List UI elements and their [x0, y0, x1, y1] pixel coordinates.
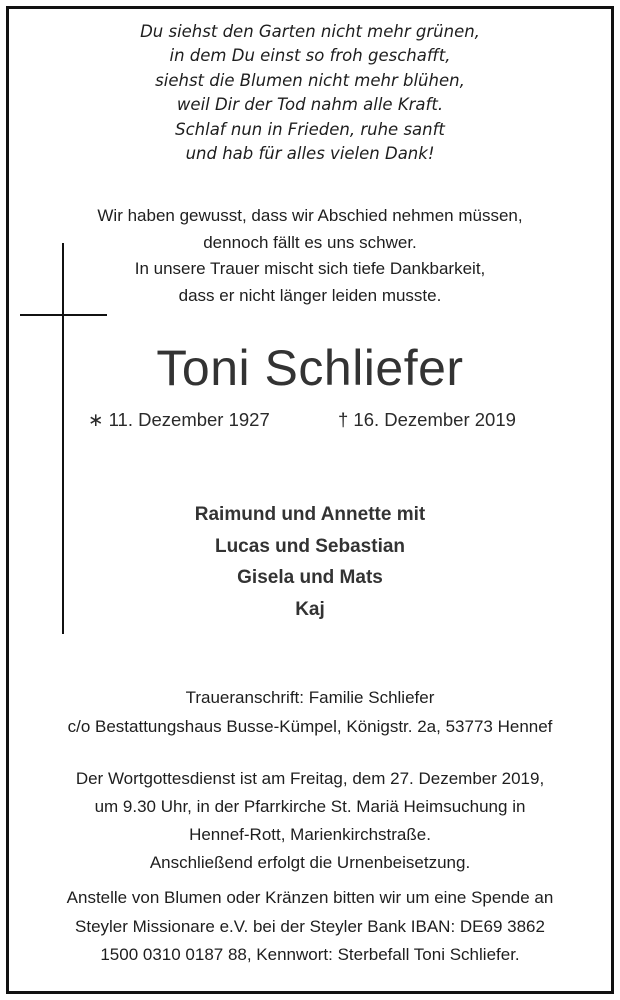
donation-line: 1500 0310 0187 88, Kennwort: Sterbefall Toni Schliefer.	[100, 945, 520, 964]
intro-line: In unsere Trauer mischt sich tiefe Dankbarkeit,	[134, 259, 486, 278]
mourner-line: Gisela und Mats	[237, 567, 383, 588]
poem-line: in dem Du einst so froh geschafft,	[169, 46, 451, 66]
address-line: c/o Bestattungshaus Busse-Kümpel, Königstr. 2a, 53773 Hennef	[67, 717, 553, 736]
poem-line: Du siehst den Garten nicht mehr grünen,	[140, 22, 480, 41]
address-line: Traueranschrift: Familie Schliefer	[185, 688, 435, 707]
donation-line: Steyler Missionare e.V. bei der Steyler Bank IBAN: DE69 3862	[75, 916, 545, 936]
service-line: Der Wortgottesdienst ist am Freitag, dem 27. Dezember 2019,	[75, 769, 545, 788]
service-info	[0, 765, 620, 877]
mourner-line: Lucas und Sebastian	[214, 535, 406, 557]
poem-line: Schlaf nun in Frieden, ruhe sanft	[175, 119, 445, 139]
donation-request	[0, 884, 620, 970]
intro-text	[0, 203, 620, 309]
intro-line: dennoch fällt es uns schwer.	[203, 232, 417, 252]
mourner-line: Raimund und Annette mit	[194, 504, 426, 525]
mourner-line: Kaj	[295, 598, 325, 620]
intro-line: Wir haben gewusst, dass wir Abschied nehmen müssen,	[97, 206, 523, 225]
poem-line: und hab für alles vielen Dank!	[185, 144, 435, 164]
deceased-name: Toni Schliefer	[156, 340, 464, 396]
death-date: † 16. Dezember 2019	[338, 409, 516, 430]
birth-date: ∗ 11. Dezember 1927	[88, 409, 270, 430]
poem-line: siehst die Blumen nicht mehr blühen,	[155, 70, 465, 90]
mourning-address	[0, 683, 620, 741]
mourners-list	[0, 499, 620, 625]
cross-horizontal-bar	[20, 314, 107, 316]
service-line: Hennef-Rott, Marienkirchstraße.	[189, 825, 431, 844]
poem-line: weil Dir der Tod nahm alle Kraft.	[176, 95, 444, 115]
donation-line: Anstelle von Blumen oder Kränzen bitten wir um eine Spende an	[66, 888, 554, 907]
intro-line: dass er nicht länger leiden musste.	[178, 285, 442, 305]
poem	[0, 20, 620, 166]
service-line: um 9.30 Uhr, in der Pfarrkirche St. Mariä Heimsuchung in	[94, 797, 526, 816]
service-line: Anschließend erfolgt die Urnenbeisetzung.	[149, 853, 471, 872]
